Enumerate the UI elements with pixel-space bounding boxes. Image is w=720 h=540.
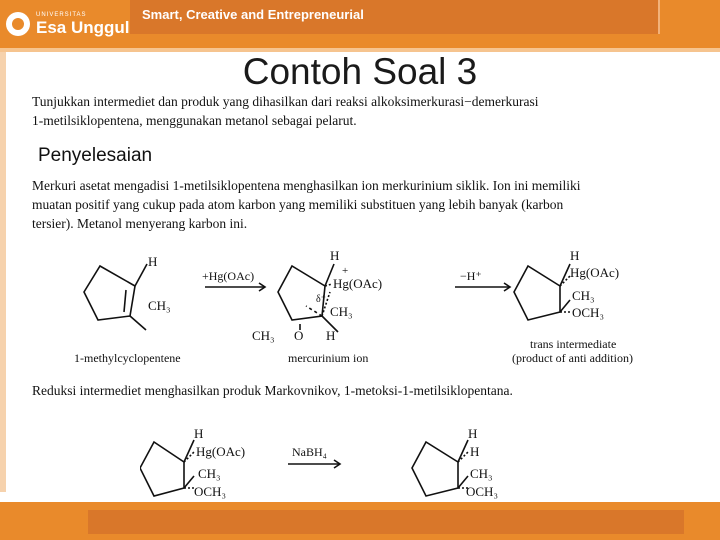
h-label-start: H	[148, 254, 158, 269]
solution-line-1: Merkuri asetat mengadisi 1-metilsiklopentena menghasilkan ion merkurinium siklik. Ion ini memiliki	[32, 178, 581, 193]
plus-charge: +	[342, 265, 349, 277]
trans-intermediate-ring	[514, 266, 560, 320]
solution-line-3: tersier). Metanol menyerang karbon ini.	[32, 216, 248, 231]
solution-paragraph	[32, 176, 692, 233]
h-label-trans: H	[570, 248, 580, 263]
solution-heading: Penyelesaian	[38, 145, 153, 166]
ch3-label-start: CH₃	[148, 298, 171, 313]
reduction-text: Reduksi intermediet menghasilkan produk Markovnikov, 1-metoksi-1-metilsiklopentana.	[32, 383, 513, 398]
methanol-ch3: CH₃	[252, 328, 275, 343]
hgoac-label-trans: Hg(OAc)	[570, 265, 620, 280]
hgoac-label-ion: Hg(OAc)	[333, 276, 383, 291]
question-line-2: 1-metilsiklopentena, menggunakan metanol sebagai pelarut.	[32, 113, 357, 128]
reagent-minus-h: −H⁺	[460, 269, 482, 283]
label-mercurinium-ion: mercurinium ion	[288, 351, 369, 365]
methanol-h: H	[326, 328, 336, 343]
ch3-label-prod: CH₃	[470, 466, 493, 481]
h-label-ion: H	[330, 248, 340, 263]
solution-line-2: muatan positif yang cukup pada atom karbon yang memiliki substituen yang lebih banyak (karbon	[32, 197, 564, 212]
h-label-prod-top: H	[468, 426, 478, 441]
ch3-label-ion: CH₃	[330, 304, 353, 319]
header-slogan: Smart, Creative and Entrepreneurial	[142, 7, 364, 22]
slide-title: Contoh Soal 3	[242, 51, 478, 92]
h-label-int: H	[194, 426, 204, 441]
label-anti-addition: (product of anti addition)	[512, 351, 633, 365]
reagent-nabh4: NaBH₄	[292, 445, 327, 459]
university-logo	[6, 6, 130, 42]
label-1-methylcyclopentene: 1-methylcyclopentene	[74, 351, 181, 365]
footer-bar	[88, 510, 684, 534]
och3-label-trans: OCH₃	[572, 305, 604, 320]
h-label-prod: H	[470, 444, 480, 459]
label-trans-intermediate: trans intermediate	[530, 337, 617, 351]
question-line-1: Tunjukkan intermediet dan produk yang dihasilkan dari reaksi alkoksimerkurasi−demerkurasi	[32, 94, 539, 109]
och3-label-prod: OCH₃	[466, 484, 498, 499]
reaction-scheme-1	[60, 244, 660, 374]
ch3-label-int: CH₃	[198, 466, 221, 481]
logo-emblem-icon	[6, 12, 30, 36]
logo-name: Esa Unggul	[36, 18, 130, 37]
hgoac-label-int: Hg(OAc)	[196, 444, 246, 459]
header-banner	[0, 0, 720, 48]
delta-plus: δ⁺	[316, 294, 326, 305]
ch3-label-trans: CH₃	[572, 288, 595, 303]
och3-label-int: OCH₃	[194, 484, 226, 499]
question-text	[32, 92, 692, 130]
footer-banner	[0, 502, 720, 540]
mercurinium-ring	[278, 266, 325, 320]
side-accent	[0, 52, 6, 492]
double-bond	[124, 290, 126, 312]
logo-small-text: UNIVERSITAS	[36, 12, 87, 18]
reagent-hgoac: +Hg(OAc)	[202, 269, 255, 283]
cyclopentene-ring	[84, 266, 135, 320]
methanol-o: O	[294, 328, 304, 343]
